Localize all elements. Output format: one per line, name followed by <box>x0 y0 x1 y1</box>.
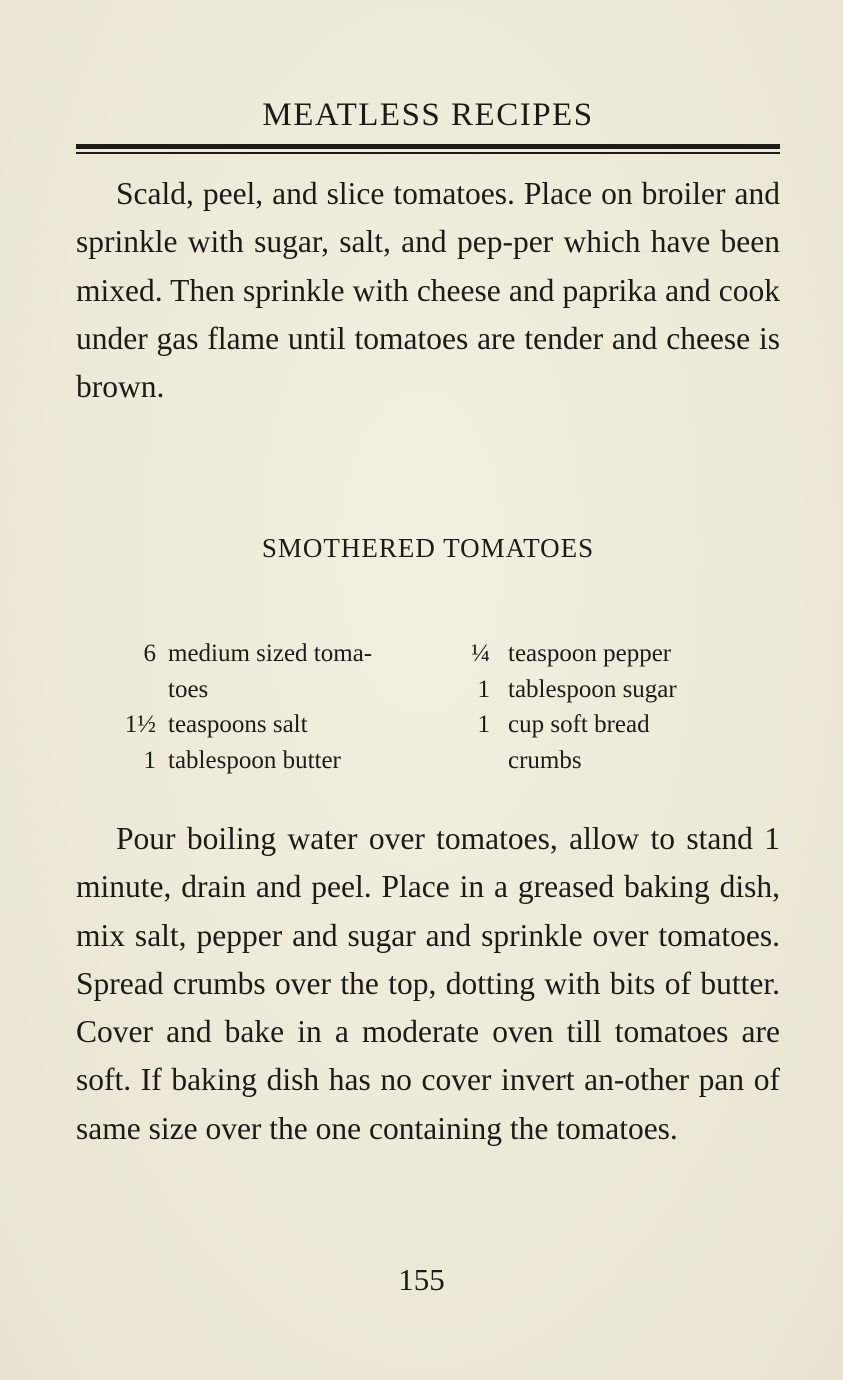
ingredient-qty: ¼ <box>471 640 490 667</box>
ingredient-qty: 1 <box>143 746 156 774</box>
header-rule-thin <box>76 152 780 154</box>
intro-paragraph: Scald, peel, and slice tomatoes. Place on broiler and sprinkle with sugar, salt, and pep-per which have been mixed. Then sprinkle with cheese and paprika and cook under gas flame until tomatoes are tender and cheese is brown. <box>76 176 780 405</box>
recipe-title: SMOTHERED TOMATOES <box>261 533 595 563</box>
ingredient-qty: 1½ <box>124 711 156 738</box>
ingredient-desc: cup soft bread <box>508 711 650 738</box>
directions-paragraph: Pour boiling water over tomatoes, allow to stand 1 minute, drain and peel. Place in a greased baking dish, mix salt, pepper and sugar and sprinkle over tomatoes. Spread crumbs over the top, dotting with bits of butter. Cover and bake in a moderate oven till tomatoes are soft. If baking dish has no cover invert an-other pan of same size over the one containing the tomatoes. <box>76 821 780 1146</box>
header-rule <box>76 144 780 155</box>
page-number: 155 <box>398 1262 445 1297</box>
ingredient-desc: tablespoon sugar <box>508 675 677 703</box>
ingredient-desc: teaspoons salt <box>168 711 308 738</box>
ingredient-desc: crumbs <box>508 746 582 774</box>
ingredient-desc: teaspoon pepper <box>508 640 672 667</box>
ingredient-qty: 1 <box>477 675 490 703</box>
ingredient-desc: tablespoon butter <box>168 746 341 774</box>
running-head: MEATLESS RECIPES <box>262 97 594 133</box>
ingredients-list <box>0 636 843 786</box>
header-rule-thick <box>76 144 780 149</box>
ingredient-desc: toes <box>168 675 209 703</box>
ingredient-qty: 1 <box>477 711 490 738</box>
ingredient-desc: medium sized toma- <box>168 640 373 667</box>
ingredient-qty: 6 <box>143 640 156 667</box>
